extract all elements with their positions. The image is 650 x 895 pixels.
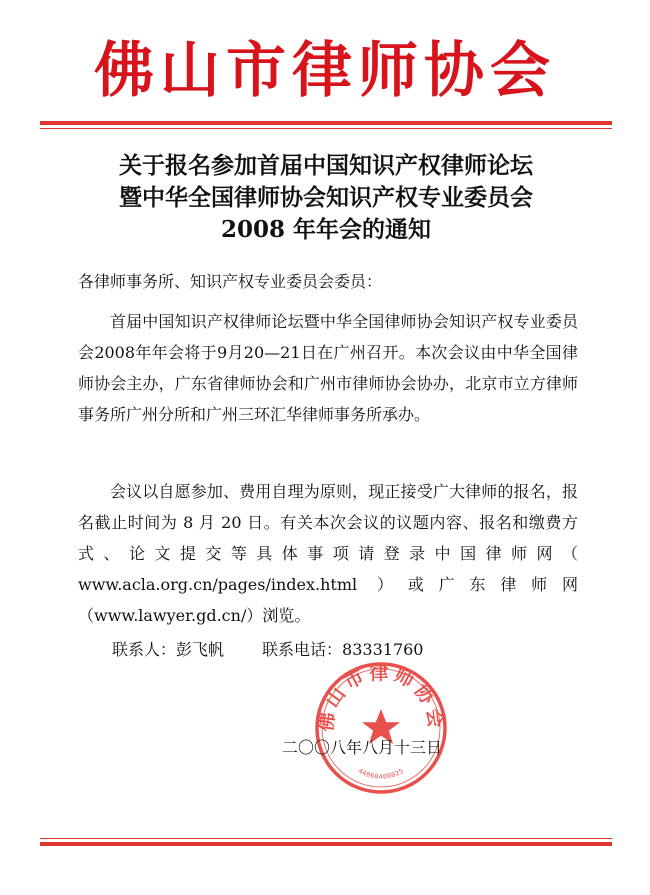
notice-title-line-3: 2008 年年会的通知 [220, 216, 432, 243]
letterhead-org-name: 佛山市律师协会 [94, 36, 556, 106]
contact-person-label: 联系人： [112, 640, 177, 659]
salutation: 各律师事务所、知识产权专业委员会委员： [78, 272, 383, 291]
seal-number: 44060400025 [356, 766, 406, 781]
footer-rule-thin [40, 838, 612, 839]
official-seal [313, 660, 449, 796]
notice-title-line-1: 关于报名参加首届中国知识产权律师论坛 [119, 152, 533, 179]
contact-phone-label: 联系电话： [262, 640, 343, 659]
issue-date: 二〇〇八年八月十三日 [282, 738, 443, 757]
notice-title-line-2: 暨中华全国律师协会知识产权专业委员会 [119, 184, 533, 211]
contact-phone: 83331760 [342, 640, 424, 659]
letterhead-rule-thin [40, 128, 612, 129]
contact-person: 彭飞帆 [176, 640, 225, 659]
seal-ring-text: 佛山市律师协会 [315, 661, 447, 733]
letterhead-rule-thick [40, 121, 612, 125]
contact-line [112, 638, 423, 662]
body-paragraph-1: 首届中国知识产权律师论坛暨中华全国律师协会知识产权专业委员会2008年年会将于9月20—21日在广州召开。本次会议由中华全国律师协会主办，广东省律师协会和广州市律师协会协办，北京市立方律师事务所广州分所和广州三环汇华律师事务所承办。 [78, 312, 578, 424]
footer-rule-thick [40, 842, 612, 846]
body-paragraph-2: 会议以自愿参加、费用自理为原则，现正接受广大律师的报名，报名截止时间为 8 月 20 日。有关本次会议的议题内容、报名和缴费方式、论文提交等具体事项请登录中国律师网（ www.acla.org.cn/pages/index.html ）或广东律师网（www.lawyer.gd.cn/）浏览。 [78, 482, 578, 625]
